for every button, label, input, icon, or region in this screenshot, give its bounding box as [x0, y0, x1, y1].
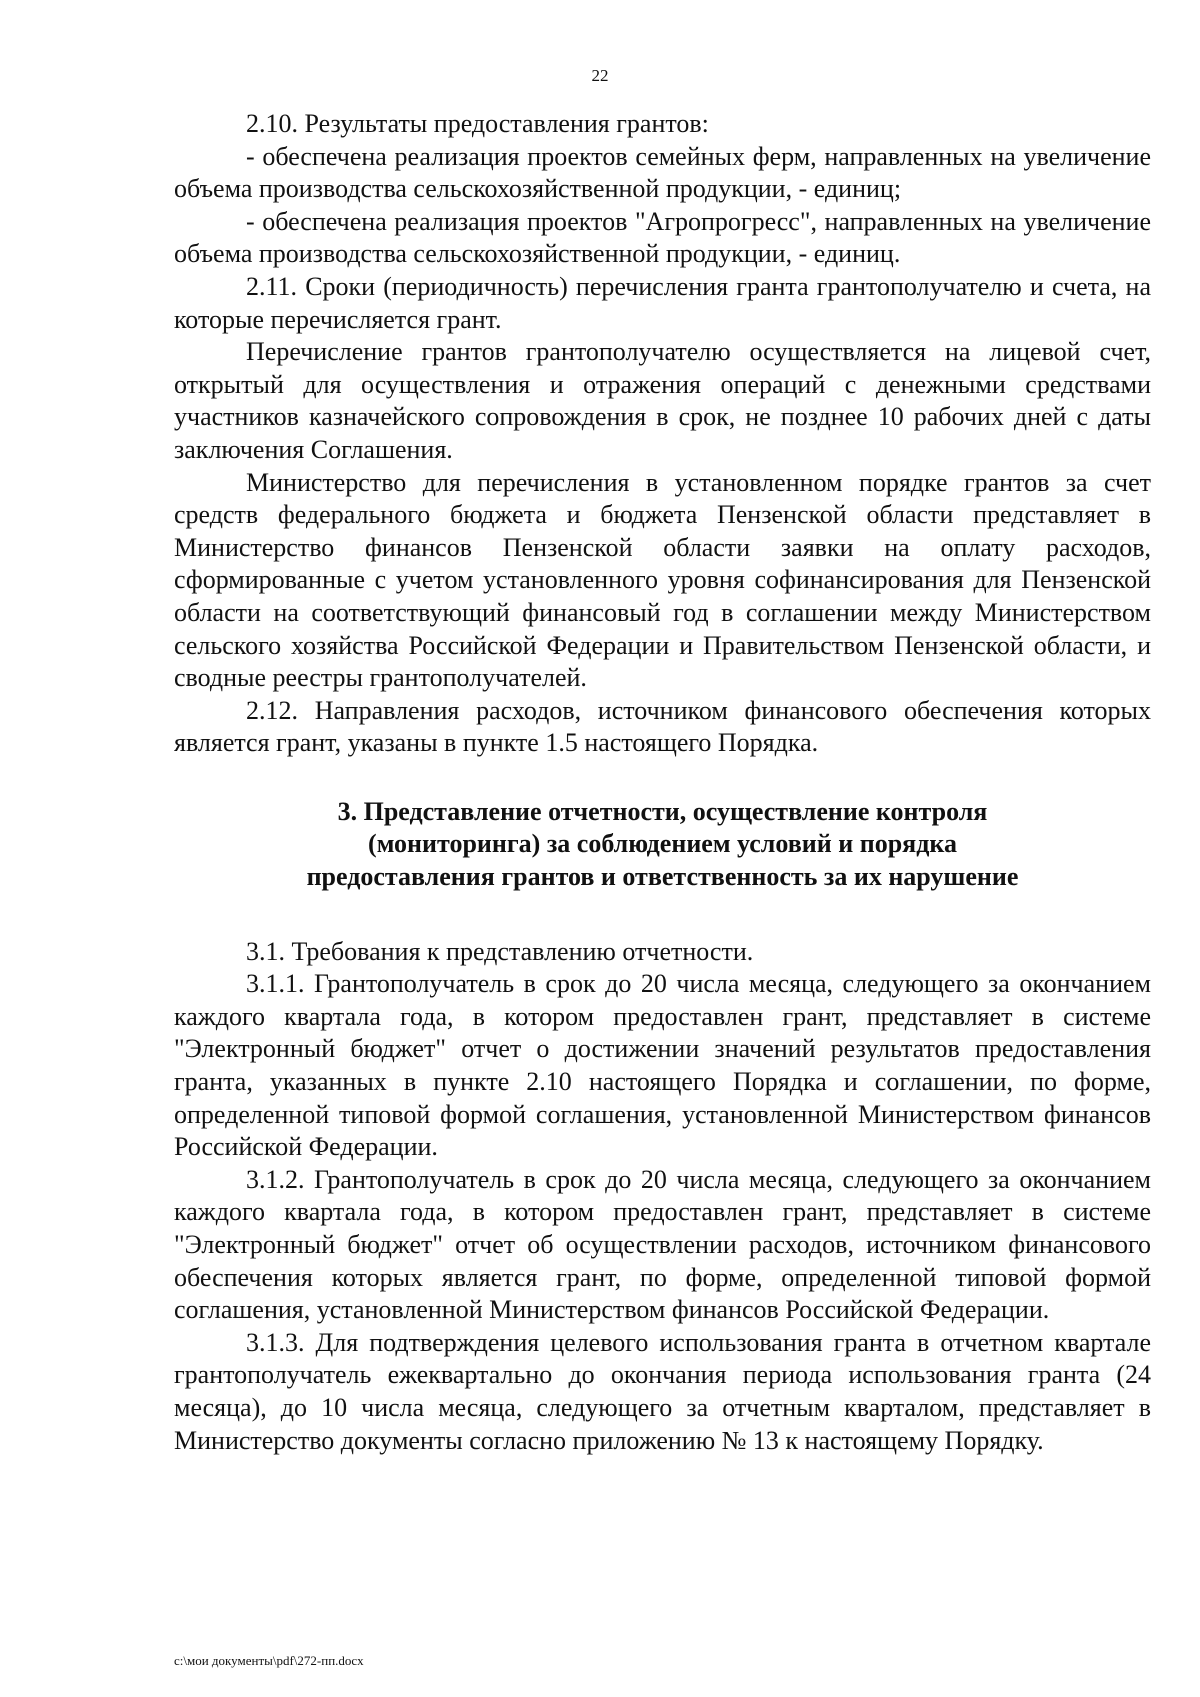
paragraph-grant-transfer: Перечисление грантов грантополучателю осуществляется на лицевой счет, открытый для осуществления и отражения операций с денежными средствами участников казначейского сопровождения в срок, не позднее 10 рабочих дней с даты заключения Соглашения. [174, 337, 1151, 464]
paragraph-3-1-1: 3.1.1. Грантополучатель в срок до 20 числа месяца, следующего за окончанием каждого квартала года, в котором предоставлен грант, представляет в системе "Электронный бюджет" отчет о достижении значений результатов предоставления гранта, указанных в пункте 2.10 настоящего Порядка и соглашении, по форме, определенной типовой формой соглашения, установленной Министерством финансов Российской Федерации. [174, 969, 1151, 1162]
document-body [174, 108, 1151, 1457]
paragraph-result-agroprogress: - обеспечена реализация проектов "Агропрогресс", направленных на увеличение объема производства сельскохозяйственной продукции, - единиц. [174, 206, 1151, 269]
page-number: 22 [591, 66, 609, 85]
paragraph-3-1-2: 3.1.2. Грантополучатель в срок до 20 числа месяца, следующего за окончанием каждого квартала года, в котором предоставлен грант, представляет в системе "Электронный бюджет" отчет об осуществлении расходов, источником финансового обеспечения которых является грант, по форме, определенной типовой формой соглашения, установленной Министерством финансов Российской Федерации. [174, 1164, 1151, 1325]
paragraph-result-family-farms: - обеспечена реализация проектов семейных ферм, направленных на увеличение объема производства сельскохозяйственной продукции, - единиц; [174, 141, 1151, 204]
footer-file-path: c:\мои документы\pdf\272-пп.docx [174, 1653, 364, 1668]
section-3-heading-line-1: 3. Представление отчетности, осуществление контроля [337, 796, 988, 826]
paragraph-2-11: 2.11. Сроки (периодичность) перечисления гранта грантополучателю и счета, на которые перечисляется грант. [174, 271, 1151, 334]
section-3-heading-line-3: предоставления грантов и ответственность за их нарушение [306, 862, 1019, 892]
section-3-heading [174, 796, 1151, 894]
paragraph-2-10: 2.10. Результаты предоставления грантов: [246, 109, 709, 138]
section-3-heading-line-2: (мониторинга) за соблюдением условий и порядка [368, 829, 957, 859]
paragraph-ministry-requests: Министерство для перечисления в установленном порядке грантов за счет средств федерального бюджета и бюджета Пензенской области представляет в Министерство финансов Пензенской области заявки на оплату расходов, сформированные с учетом установленного уровня софинансирования для Пензенской области на соответствующий финансовый год в соглашении между Министерством сельского хозяйства Российской Федерации и Правительством Пензенской области, и сводные реестры грантополучателей. [174, 467, 1151, 693]
paragraph-3-1-3: 3.1.3. Для подтверждения целевого использования гранта в отчетном квартале грантополучатель ежеквартально до окончания периода использования гранта (24 месяца), до 10 числа месяца, следующего за отчетным кварталом, представляет в Министерство документы согласно приложению № 13 к настоящему Порядку. [174, 1327, 1151, 1455]
paragraph-2-12: 2.12. Направления расходов, источником финансового обеспечения которых является грант, указаны в пункте 1.5 настоящего Порядка. [174, 695, 1151, 758]
paragraph-3-1: 3.1. Требования к представлению отчетности. [246, 936, 754, 966]
